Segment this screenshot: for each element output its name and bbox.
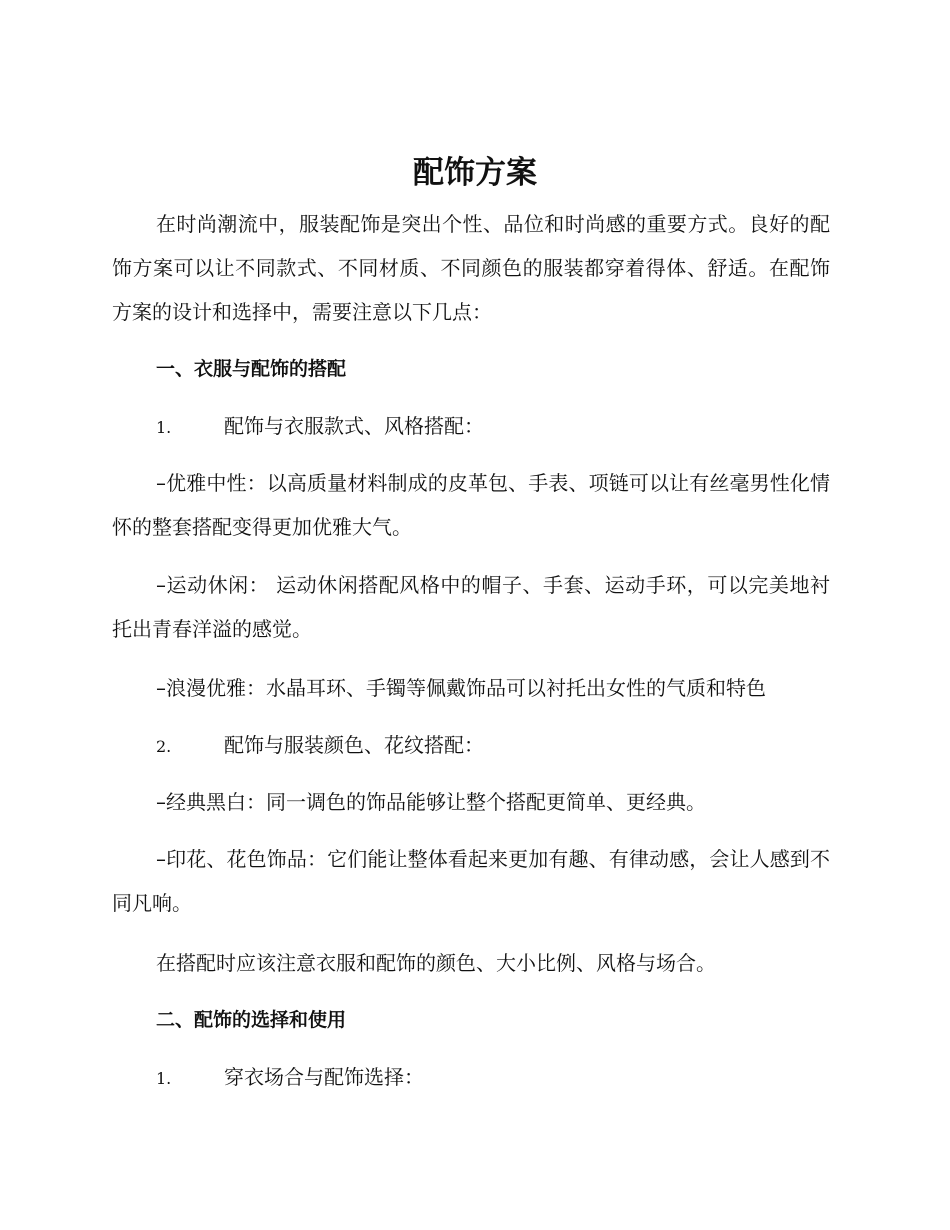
- item-number: 1.: [156, 418, 172, 437]
- bullet-paragraph: –经典黑白：同一调色的饰品能够让整个搭配更简单、更经典。: [156, 790, 706, 814]
- bullet-paragraph: –优雅中性：以高质量材料制成的皮革包、手表、项链可以让有丝毫男性化情怀的整套搭配变得更加优雅大气。: [112, 471, 830, 539]
- bullet-paragraph: –运动休闲： 运动休闲搭配风格中的帽子、手套、运动手环，可以完美地衬托出青春洋溢的感觉。: [112, 573, 830, 641]
- item-number: 2.: [156, 737, 172, 756]
- numbered-item-1: [156, 404, 484, 450]
- item-text: 配饰与服装颜色、花纹搭配：: [224, 733, 484, 757]
- item-text: 穿衣场合与配饰选择：: [224, 1065, 424, 1089]
- numbered-item-3: [156, 1055, 424, 1101]
- item-number: 1.: [156, 1069, 172, 1088]
- item-text: 配饰与衣服款式、风格搭配：: [224, 414, 484, 438]
- section-2-heading: 二、配饰的选择和使用: [156, 1009, 347, 1031]
- intro-paragraph: 在时尚潮流中，服装配饰是突出个性、品位和时尚感的重要方式。良好的配饰方案可以让不同款式、不同材质、不同颜色的服装都穿着得体、舒适。在配饰方案的设计和选择中，需要注意以下几点：: [112, 212, 830, 324]
- bullet-paragraph: –浪漫优雅：水晶耳环、手镯等佩戴饰品可以衬托出女性的气质和特色: [156, 676, 766, 700]
- section-1-heading: 一、衣服与配饰的搭配: [156, 358, 347, 380]
- bullet-paragraph: –印花、花色饰品：它们能让整体看起来更加有趣、有律动感，会让人感到不同凡响。: [112, 847, 830, 915]
- numbered-item-2: [156, 723, 484, 769]
- document-title: 配饰方案: [413, 155, 537, 191]
- note-paragraph: 在搭配时应该注意衣服和配饰的颜色、大小比例、风格与场合。: [156, 951, 716, 975]
